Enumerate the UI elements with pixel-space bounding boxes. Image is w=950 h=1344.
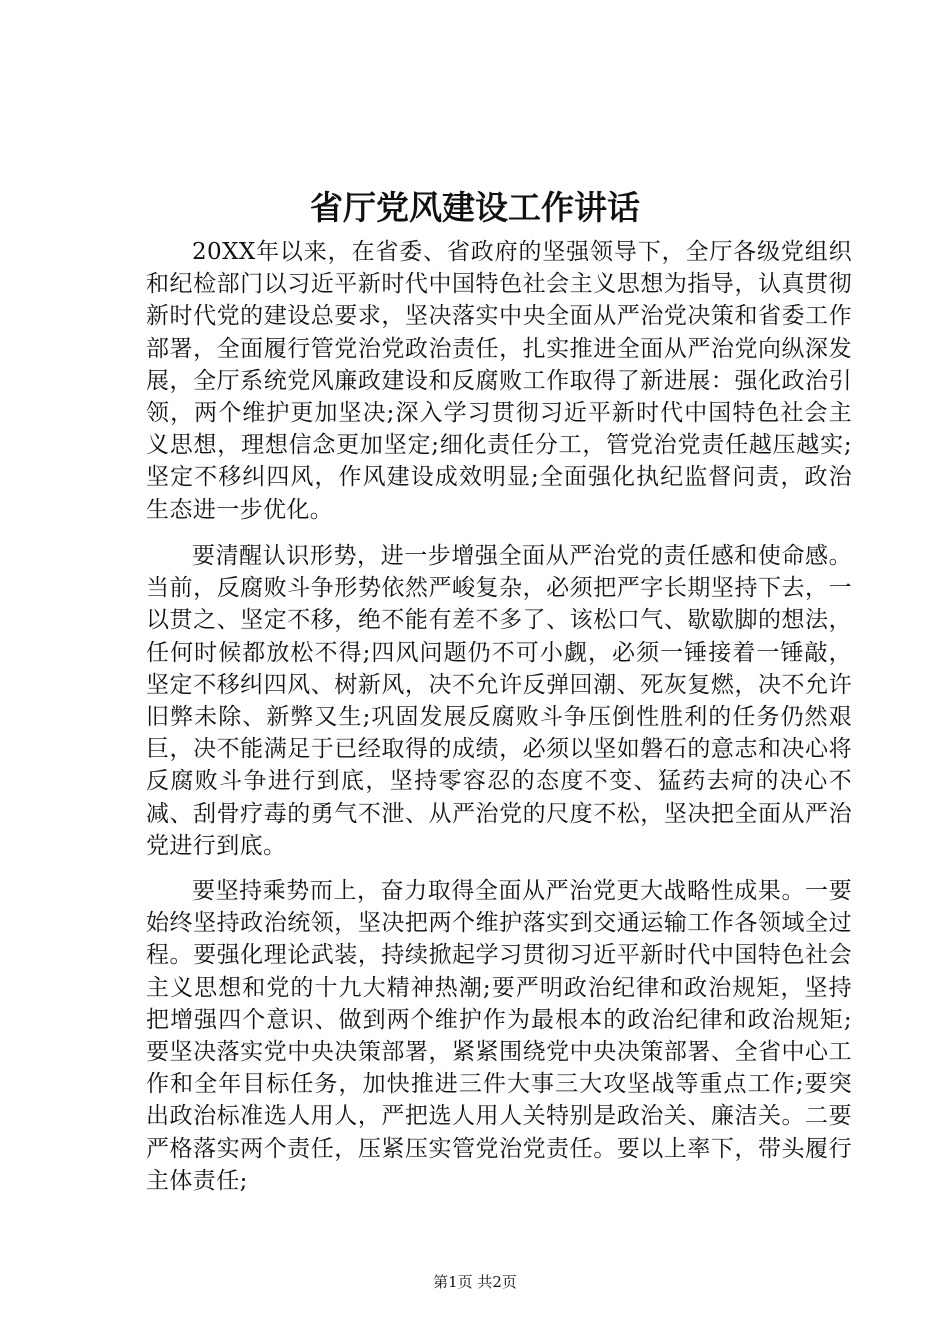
page-number-footer: 第1页 共2页: [433, 1273, 517, 1291]
paragraph-1: 20XX年以来，在省委、省政府的坚强领导下，全厅各级党组织和纪检部门以习近平新时代中国特色社会主义思想为指导，认真贯彻新时代党的建设总要求，坚决落实中央全面从严治党决策和省委工作部署，全面履行管党治党政治责任，扎实推进全面从严治党向纵深发展，全厅系统党风廉政建设和反腐败工作取得了新进展：强化政治引领，两个维护更加坚决;深入学习贯彻习近平新时代中国特色社会主义思想，理想信念更加坚定;细化责任分工，管党治党责任越压越实;坚定不移纠四风，作风建设成效明显;全面强化执纪监督问责，政治生态进一步优化。: [146, 239, 852, 523]
paragraph-3: 要坚持乘势而上，奋力取得全面从严治党更大战略性成果。一要始终坚持政治统领，坚决把两个维护落实到交通运输工作各领域全过程。要强化理论武装，持续掀起学习贯彻习近平新时代中国特色社会主义思想和党的十九大精神热潮;要严明政治纪律和政治规矩，坚持把增强四个意识、做到两个维护作为最根本的政治纪律和政治规矩;要坚决落实党中央决策部署，紧紧围绕党中央决策部署、全省中心工作和全年目标任务，加快推进三件大事三大攻坚战等重点工作;要突出政治标准选人用人，严把选人用人关特别是政治关、廉洁关。二要严格落实两个责任，压紧压实管党治党责任。要以上率下，带头履行主体责任;: [146, 878, 852, 1194]
paragraph-2: 要清醒认识形势，进一步增强全面从严治党的责任感和使命感。当前，反腐败斗争形势依然严峻复杂，必须把严字长期坚持下去，一以贯之、坚定不移，绝不能有差不多了、该松口气、歇歇脚的想法，任何时候都放松不得;四风问题仍不可小觑，必须一锤接着一锤敲，坚定不移纠四风、树新风，决不允许反弹回潮、死灰复燃，决不允许旧弊未除、新弊又生;巩固发展反腐败斗争压倒性胜利的任务仍然艰巨，决不能满足于已经取得的成绩，必须以坚如磐石的意志和决心将反腐败斗争进行到底，坚持零容忍的态度不变、猛药去疴的决心不减、刮骨疗毒的勇气不泄、从严治党的尺度不松，坚决把全面从严治党进行到底。: [146, 543, 852, 859]
document-title: 省厅党风建设工作讲话: [310, 188, 640, 227]
